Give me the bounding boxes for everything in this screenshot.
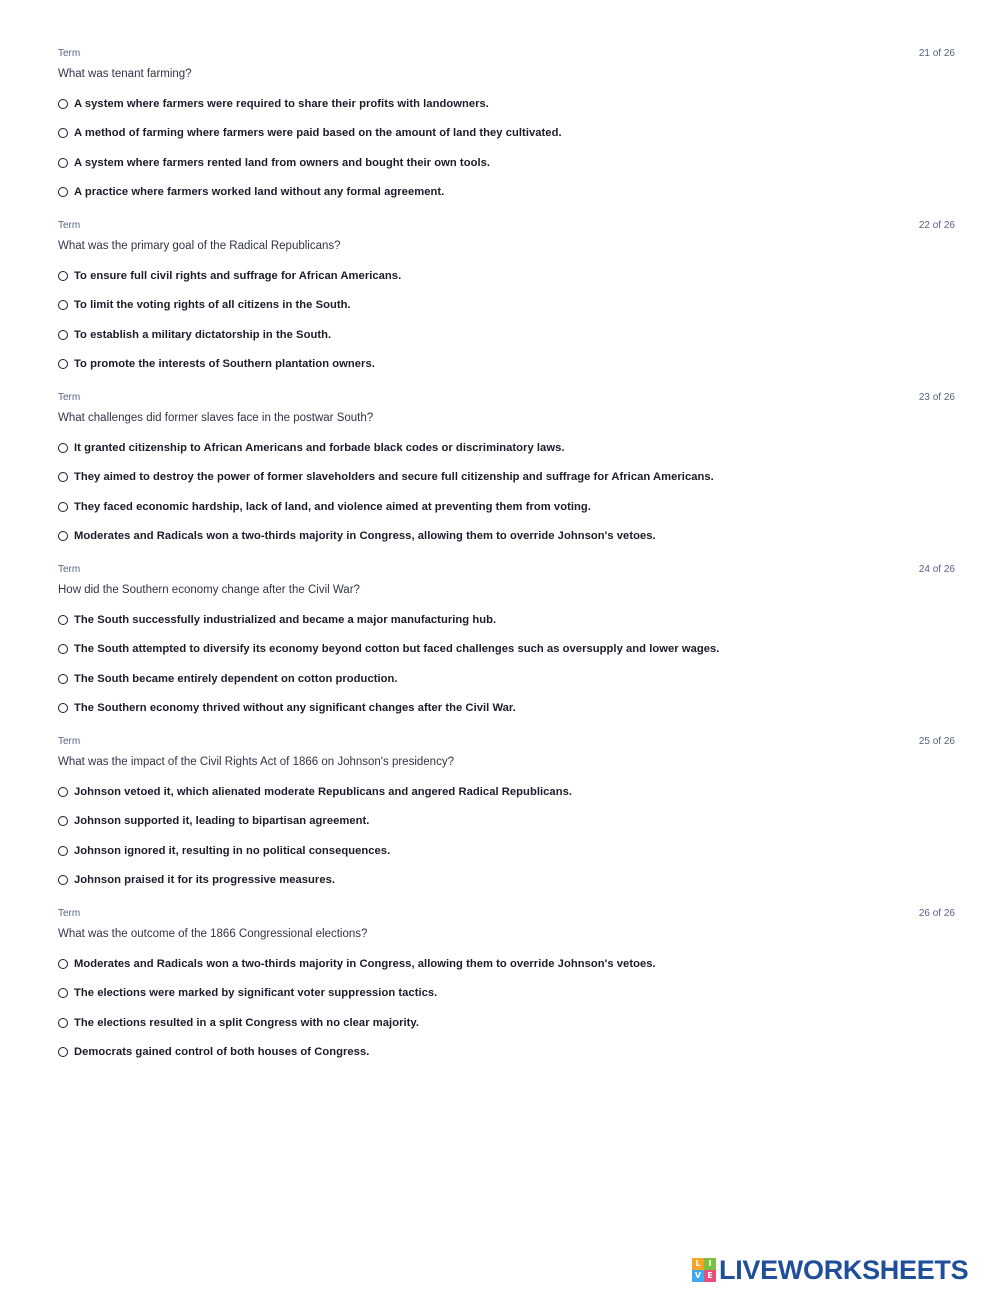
answer-option[interactable] [58, 440, 565, 456]
answer-option-label: Moderates and Radicals won a two-thirds majority in Congress, allowing them to override Johnson's vetoes. [74, 530, 656, 542]
answer-option-label: The Southern economy thrived without any significant changes after the Civil War. [74, 702, 516, 714]
question-counter: 23 of 26 [918, 392, 955, 403]
answer-option[interactable] [58, 784, 572, 800]
answer-option-label: Johnson supported it, leading to bipartisan agreement. [74, 815, 370, 827]
question-block-23 [58, 390, 955, 562]
term-label: Term [58, 564, 81, 575]
answer-option[interactable] [58, 641, 719, 657]
answer-option[interactable] [58, 528, 656, 544]
answer-option[interactable] [58, 1044, 369, 1060]
answer-option[interactable] [58, 843, 390, 859]
answer-option-label: It granted citizenship to African Americans and forbade black codes or discriminatory laws. [74, 442, 565, 454]
answer-option[interactable] [58, 872, 335, 888]
radio-button-icon[interactable] [58, 443, 68, 453]
answer-option-label: Johnson vetoed it, which alienated moderate Republicans and angered Radical Republicans. [74, 786, 573, 798]
radio-button-icon[interactable] [58, 330, 68, 340]
radio-button-icon[interactable] [58, 959, 68, 969]
liveworksheets-logo-icon [692, 1258, 716, 1282]
answer-option-label: A method of farming where farmers were paid based on the amount of land they cultivated. [74, 127, 562, 139]
liveworksheets-logo [692, 1256, 968, 1284]
answer-option-label: Democrats gained control of both houses of Congress. [74, 1046, 370, 1058]
question-block-25 [58, 734, 955, 906]
radio-button-icon[interactable] [58, 644, 68, 654]
question-counter: 26 of 26 [918, 908, 955, 919]
answer-option-label: To establish a military dictatorship in the South. [74, 329, 332, 341]
answer-option-label: The elections were marked by significant voter suppression tactics. [74, 987, 438, 999]
answer-option[interactable] [58, 985, 437, 1001]
answer-option[interactable] [58, 327, 331, 343]
answer-option-label: To ensure full civil rights and suffrage for African Americans. [74, 270, 402, 282]
question-prompt: How did the Southern economy change after the Civil War? [58, 584, 360, 596]
question-counter: 25 of 26 [918, 736, 955, 747]
answer-option-label: A system where farmers were required to share their profits with landowners. [74, 98, 489, 110]
logo-mark-letter: V [692, 1270, 704, 1282]
radio-button-icon[interactable] [58, 472, 68, 482]
radio-button-icon[interactable] [58, 674, 68, 684]
answer-option[interactable] [58, 184, 444, 200]
question-counter: 24 of 26 [918, 564, 955, 575]
radio-button-icon[interactable] [58, 128, 68, 138]
radio-button-icon[interactable] [58, 158, 68, 168]
radio-button-icon[interactable] [58, 99, 68, 109]
radio-button-icon[interactable] [58, 615, 68, 625]
answer-option-label: A practice where farmers worked land without any formal agreement. [74, 186, 445, 198]
term-label: Term [58, 48, 81, 59]
answer-option-label: They aimed to destroy the power of former slaveholders and secure full citizenship and suffrage for African Americans. [74, 471, 714, 483]
term-label: Term [58, 736, 81, 747]
answer-option[interactable] [58, 499, 591, 515]
logo-mark-letter: I [704, 1258, 716, 1270]
answer-option[interactable] [58, 96, 489, 112]
question-prompt: What was the impact of the Civil Rights Act of 1866 on Johnson's presidency? [58, 756, 454, 768]
radio-button-icon[interactable] [58, 846, 68, 856]
answer-option-label: Johnson praised it for its progressive measures. [74, 874, 336, 886]
radio-button-icon[interactable] [58, 271, 68, 281]
answer-option-label: Moderates and Radicals won a two-thirds majority in Congress, allowing them to override Johnson's vetoes. [74, 958, 656, 970]
radio-button-icon[interactable] [58, 300, 68, 310]
answer-option[interactable] [58, 700, 516, 716]
term-label: Term [58, 220, 81, 231]
logo-mark-letter: L [692, 1258, 704, 1270]
answer-option[interactable] [58, 1015, 419, 1031]
answer-option-label: The South successfully industrialized and became a major manufacturing hub. [74, 614, 497, 626]
question-list [58, 46, 955, 1078]
question-block-24 [58, 562, 955, 734]
radio-button-icon[interactable] [58, 1018, 68, 1028]
question-block-21 [58, 46, 955, 218]
radio-button-icon[interactable] [58, 1047, 68, 1057]
question-block-26 [58, 906, 955, 1078]
question-counter: 21 of 26 [918, 48, 955, 59]
term-label: Term [58, 392, 81, 403]
answer-option[interactable] [58, 612, 496, 628]
answer-option-label: The elections resulted in a split Congress with no clear majority. [74, 1017, 420, 1029]
radio-button-icon[interactable] [58, 187, 68, 197]
question-counter: 22 of 26 [918, 220, 955, 231]
answer-option-label: To limit the voting rights of all citizens in the South. [74, 299, 351, 311]
radio-button-icon[interactable] [58, 359, 68, 369]
answer-option[interactable] [58, 813, 369, 829]
answer-option-label: Johnson ignored it, resulting in no political consequences. [74, 845, 391, 857]
radio-button-icon[interactable] [58, 816, 68, 826]
radio-button-icon[interactable] [58, 988, 68, 998]
answer-option[interactable] [58, 297, 351, 313]
question-prompt: What was tenant farming? [58, 68, 192, 80]
question-prompt: What was the outcome of the 1866 Congressional elections? [58, 928, 368, 940]
term-label: Term [58, 908, 81, 919]
radio-button-icon[interactable] [58, 703, 68, 713]
answer-option[interactable] [58, 268, 401, 284]
answer-option-label: The South attempted to diversify its economy beyond cotton but faced challenges such as oversupply and lower wages. [74, 643, 720, 655]
answer-option[interactable] [58, 356, 375, 372]
answer-option[interactable] [58, 671, 398, 687]
question-prompt: What challenges did former slaves face in the postwar South? [58, 412, 374, 424]
answer-option[interactable] [58, 155, 490, 171]
answer-option-label: The South became entirely dependent on cotton production. [74, 673, 398, 685]
answer-option-label: They faced economic hardship, lack of land, and violence aimed at preventing them from voting. [74, 501, 591, 513]
radio-button-icon[interactable] [58, 502, 68, 512]
answer-option[interactable] [58, 469, 714, 485]
radio-button-icon[interactable] [58, 531, 68, 541]
answer-option[interactable] [58, 956, 656, 972]
answer-option-label: To promote the interests of Southern plantation owners. [74, 358, 375, 370]
question-prompt: What was the primary goal of the Radical Republicans? [58, 240, 341, 252]
logo-wordmark: LIVEWORKSHEETS [719, 1255, 969, 1285]
answer-option-label: A system where farmers rented land from owners and bought their own tools. [74, 157, 491, 169]
question-block-22 [58, 218, 955, 390]
radio-button-icon[interactable] [58, 787, 68, 797]
answer-option[interactable] [58, 125, 562, 141]
radio-button-icon[interactable] [58, 875, 68, 885]
logo-mark-letter: E [704, 1270, 716, 1282]
